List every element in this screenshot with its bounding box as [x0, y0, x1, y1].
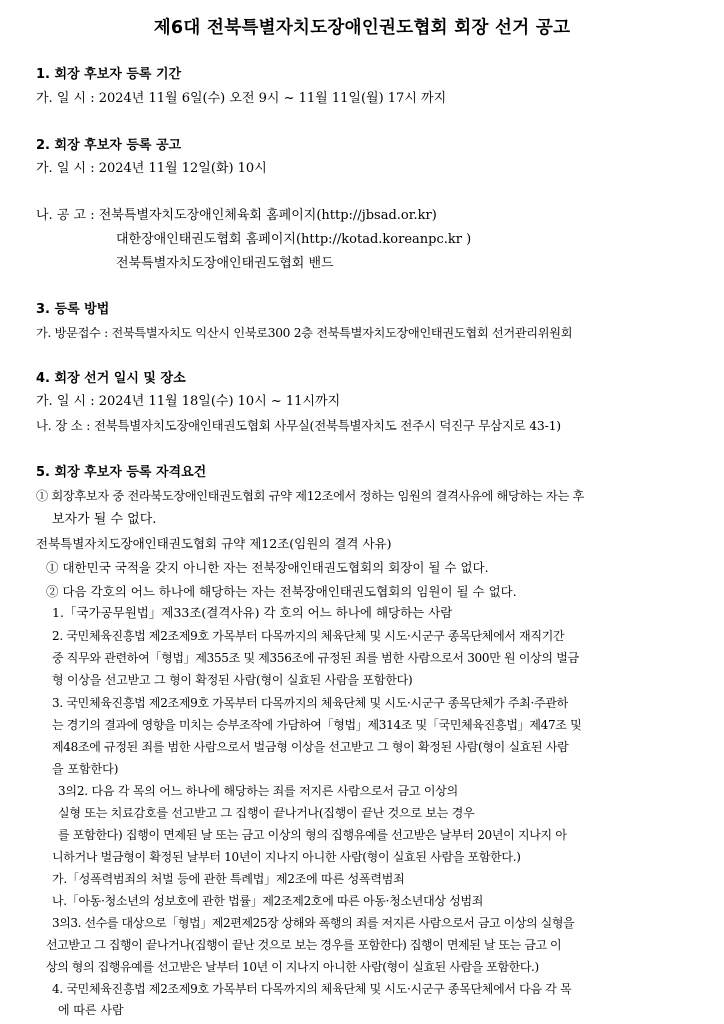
section-5-line-14: 3의2. 다음 각 목의 어느 하나에 해당하는 죄를 저지른 사람으로서 금고 이상의 — [58, 784, 459, 798]
section-4-heading: 4. 회장 선거 일시 및 장소 — [36, 371, 186, 386]
section-3-line-1: 가. 방문접수 : 전북특별자치도 익산시 인북로300 2층 전북특별자치도장애인태권도협회 선거관리위원회 — [36, 326, 573, 340]
section-5-line-4: ① 대한민국 국적을 갖지 아니한 자는 전북장애인태권도협회의 회장이 될 수 없다. — [46, 560, 489, 575]
section-3-heading: 3. 등록 방법 — [36, 302, 110, 317]
section-5-line-15: 실형 또는 치료감호를 선고받고 그 집행이 끝나거나(집행이 끝난 것으로 보는 경우 — [58, 806, 475, 820]
section-5-line-5: ② 다음 각호의 어느 하나에 해당하는 자는 전북장애인태권도협회의 임원이 될 수 없다. — [46, 584, 517, 599]
section-5-heading: 5. 회장 후보자 등록 자격요건 — [36, 465, 207, 480]
section-5-line-7: 2. 국민체육진흥법 제2조제9호 가목부터 다목까지의 체육단체 및 시도·시군구 종목단체에서 재직기간 — [52, 629, 565, 643]
section-4-line-2: 나. 장 소 : 전북특별자치도장애인태권도협회 사무실(전북특별자치도 전주시 덕진구 무삼지로 43-1) — [36, 418, 561, 433]
section-5-line-11: 는 경기의 결과에 영향을 미치는 승부조작에 가담하여「형법」제314조 및「국민체육진흥법」제47조 및 — [52, 718, 582, 732]
section-5-line-22: 상의 형의 집행유예를 선고받은 날부터 10년 이 지나지 아니한 사람(형이 실효된 사람을 포함한다.) — [46, 960, 539, 974]
section-5-line-13: 을 포함한다) — [52, 762, 119, 776]
section-2-heading: 2. 회장 후보자 등록 공고 — [36, 138, 182, 153]
section-2-line-1: 가. 일 시 : 2024년 11월 12일(화) 10시 — [36, 161, 267, 176]
section-5-line-23: 4. 국민체육진흥법 제2조제9호 가목부터 다목까지의 체육단체 및 시도·시군구 종목단체에서 다음 각 목 — [52, 982, 572, 996]
section-5-line-17: 니하거나 벌금형이 확정된 날부터 10년이 지나지 아니한 사람(형이 실효된 사람을 포함한다.) — [52, 850, 521, 864]
section-1-line-1: 가. 일 시 : 2024년 11월 6일(수) 오전 9시 ~ 11월 11일(월) 17시 까지 — [36, 91, 447, 106]
section-5-line-16: 를 포함한다) 집행이 면제된 날 또는 금고 이상의 형의 집행유예를 선고받은 날부터 20년이 지나지 아 — [58, 828, 567, 842]
document-title: 제6대 전북특별자치도장애인권도협회 회장 선거 공고 — [153, 18, 571, 38]
section-2-line-3: 대한장애인태권도협회 홈페이지(http://kotad.koreanpc.kr ) — [116, 232, 472, 247]
section-5-line-1: ① 회장후보자 중 전라북도장애인태권도협회 규약 제12조에서 정하는 임원의 결격사유에 해당하는 자는 후 — [36, 489, 584, 503]
section-4-line-1: 가. 일 시 : 2024년 11월 18일(수) 10시 ~ 11시까지 — [36, 394, 341, 409]
section-5-line-18: 가.「성폭력범죄의 처벌 등에 관한 특례법」제2조에 따른 성폭력범죄 — [52, 872, 405, 886]
section-5-line-3: 전북특별자치도장애인태권도협회 규약 제12조(임원의 결격 사유) — [36, 536, 392, 551]
section-2-line-4: 전북특별자치도장애인태권도협회 밴드 — [116, 256, 334, 271]
section-5-line-21: 선고받고 그 집행이 끝나거나(집행이 끝난 것으로 보는 경우를 포함한다) 집행이 면제된 날 또는 금고 이 — [46, 938, 562, 952]
section-5-line-10: 3. 국민체육진흥법 제2조제9호 가목부터 다목까지의 체육단체 및 시도·시군구 종목단체가 주최·주관하 — [52, 696, 568, 710]
section-5-line-24: 에 따른 사람 — [58, 1003, 124, 1017]
section-1-heading: 1. 회장 후보자 등록 기간 — [36, 67, 182, 82]
section-5-line-19: 나.「아동·청소년의 성보호에 관한 법률」제2조제2호에 따른 아동·청소년대상 성범죄 — [52, 894, 484, 908]
section-5-line-9: 형 이상을 선고받고 그 형이 확정된 사람(형이 실효된 사람을 포함한다) — [52, 673, 413, 687]
section-2-line-2: 나. 공 고 : 전북특별자치도장애인체육회 홈페이지(http://jbsad.or.kr) — [36, 208, 437, 223]
section-5-line-8: 중 직무와 관련하여「형법」제355조 및 제356조에 규정된 죄를 범한 사람으로서 300만 원 이상의 벌금 — [52, 651, 579, 665]
section-5-line-6: 1.「국가공무원법」제33조(결격사유) 각 호의 어느 하나에 해당하는 사람 — [52, 605, 453, 620]
section-5-line-2: 보자가 될 수 없다. — [52, 512, 157, 527]
section-5-line-20: 3의3. 선수를 대상으로「형법」제2편제25장 상해와 폭행의 죄를 저지른 사람으로서 금고 이상의 실형을 — [52, 916, 575, 930]
section-5-line-12: 제48조에 규정된 죄를 범한 사람으로서 벌금형 이상을 선고받고 그 형이 확정된 사람(형이 실효된 사람 — [52, 740, 569, 754]
